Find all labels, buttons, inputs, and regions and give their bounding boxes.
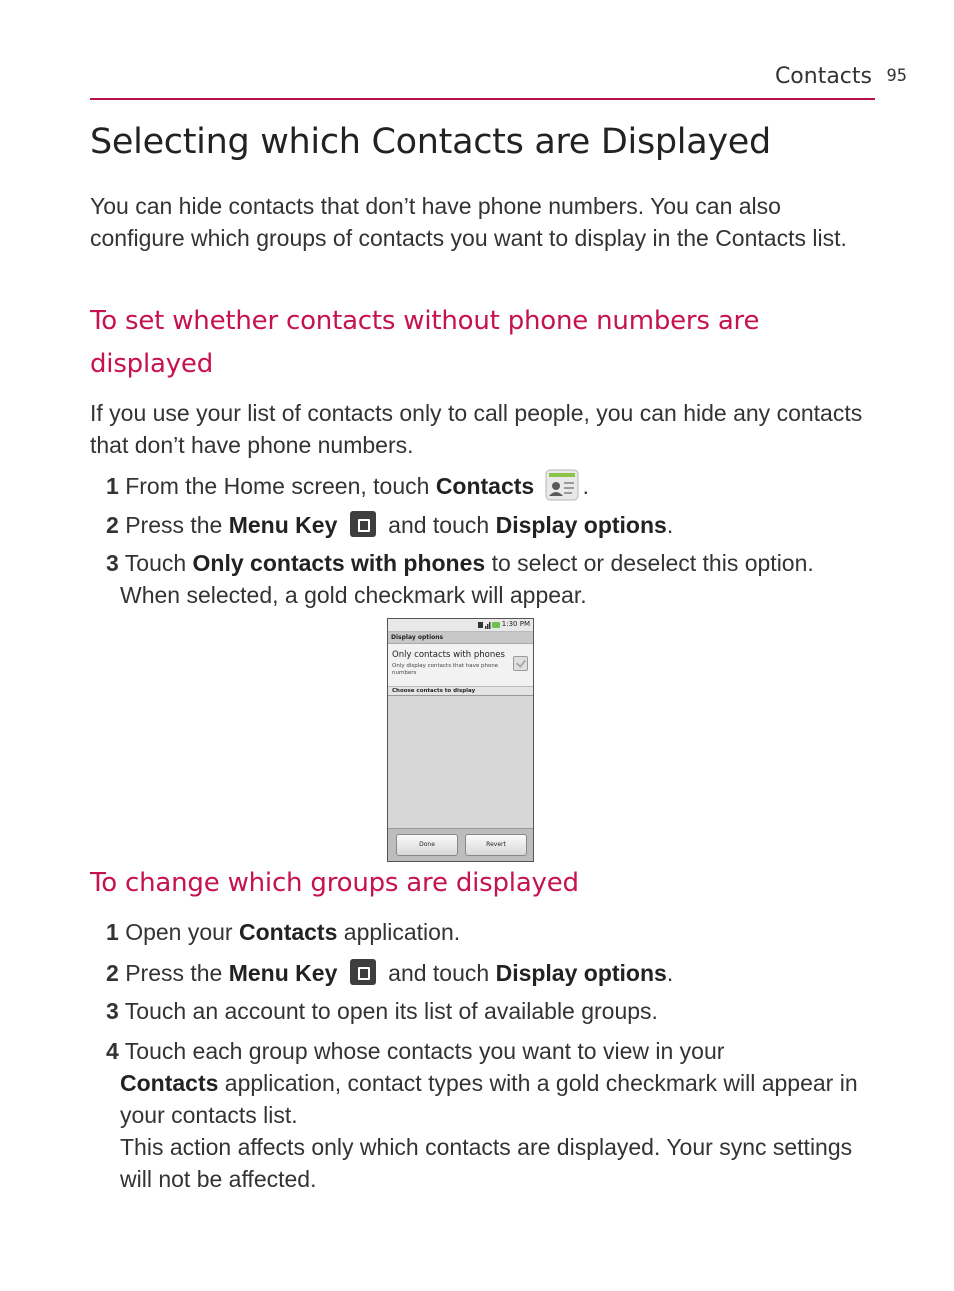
button-bar	[388, 828, 533, 861]
section2-step-3: 3 Touch an account to open its list of available groups.	[106, 998, 658, 1024]
revert-button[interactable]: Revert	[465, 834, 527, 856]
menu-key-icon	[350, 959, 376, 985]
display-options-screenshot	[387, 618, 534, 862]
section1-step-1: 1 From the Home screen, touch Contacts .	[106, 470, 876, 504]
section1-step-2: 2 Press the Menu Key and touch Display options.	[106, 512, 674, 538]
checkmark-icon[interactable]	[513, 656, 528, 671]
menu-key-icon	[350, 511, 376, 537]
option-title: Only contacts with phones	[392, 650, 505, 660]
choose-contacts-header: Choose contacts to display	[388, 687, 533, 696]
header-section-title: Contacts	[774, 64, 872, 89]
contacts-app-icon	[545, 469, 579, 501]
section1-paragraph: If you use your list of contacts only to call people, you can hide any contacts that don’t have phone numbers.	[90, 400, 863, 458]
done-button[interactable]: Done	[396, 834, 458, 856]
status-time: 1:30 PM	[501, 620, 530, 628]
section1-step-3: 3 Touch Only contacts with phones to select or deselect this option. When selected, a gold checkmark will appear.	[106, 550, 814, 608]
section2-step-2: 2 Press the Menu Key and touch Display options.	[106, 960, 674, 986]
status-icons	[478, 621, 500, 629]
page-number: 95	[886, 66, 907, 86]
screen-title: Display options	[388, 632, 533, 644]
intro-paragraph: You can hide contacts that don’t have phone numbers. You can also configure which groups of contacts you want to display in the Contacts list.	[90, 193, 847, 251]
section2-heading: To change which groups are displayed	[90, 868, 579, 898]
option-description: Only display contacts that have phone numbers	[392, 663, 499, 676]
section2-step-1: 1 Open your Contacts application.	[106, 919, 461, 945]
section1-heading: To set whether contacts without phone numbers are displayed	[90, 306, 760, 379]
page-title: Selecting which Contacts are Displayed	[90, 122, 771, 162]
only-contacts-with-phones-option[interactable]	[388, 644, 533, 687]
section2-step-4: 4 Touch each group whose contacts you want to view in your Contacts application, contact types with a gold checkmark will appear in your contacts list. This action affects only which contacts are displayed. Your sync settings will not be affected.	[106, 1038, 858, 1192]
page-header	[90, 64, 907, 100]
status-bar	[388, 619, 533, 632]
